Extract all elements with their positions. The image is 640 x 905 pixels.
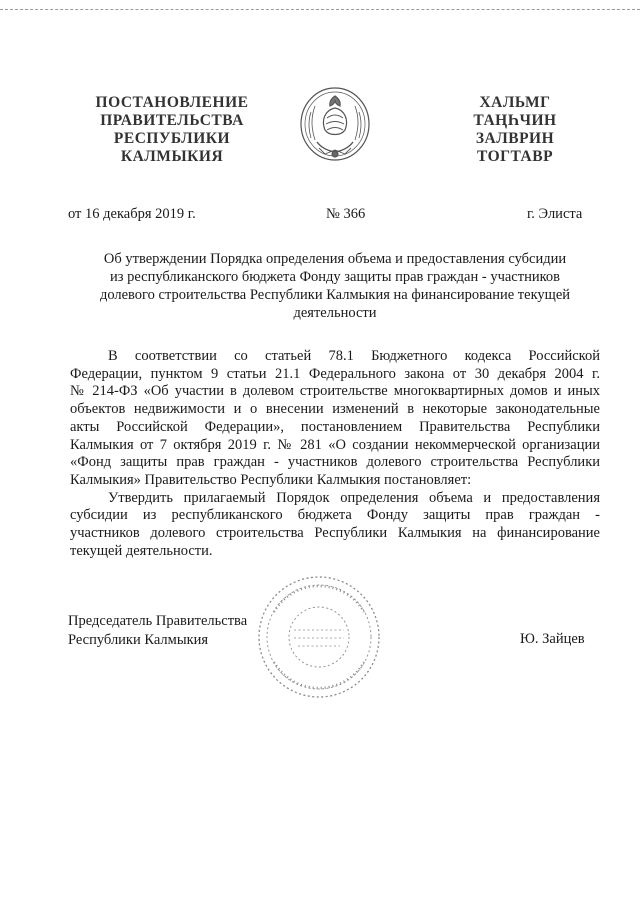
signatory-position [68,612,247,650]
header-right-line-2: ТАҢҺЧИН [473,112,557,129]
document-number: № 366 [326,206,366,222]
body-line-11: участников долевого строительства Республики Калмыкия на финансирование [70,525,600,542]
body-line-7: «Фонд защиты прав граждан - участников долевого строительства Республики [70,454,600,471]
body-line-12: текущей деятельности. [70,542,213,559]
header-right-line-3: ЗАЛВРИН [475,130,555,147]
official-stamp-icon [254,572,384,702]
document-date: от 16 декабря 2019 г. [68,206,196,222]
document-city: г. Элиста [527,206,583,222]
title-line-2: из республиканского бюджета Фонду защиты прав граждан - участников [110,269,560,285]
header-left-line-2: ПРАВИТЕЛЬСТВА [100,112,244,129]
document-body [70,348,600,560]
header-right-line-4: ТОГТАВР [476,148,554,165]
body-line-10: субсидии из республиканского бюджета Фонду защиты прав граждан - [70,507,600,524]
signatory-line-2: Республики Калмыкия [68,632,209,648]
body-line-6: Калмыкия от 7 октября 2019 г. № 281 «О создании некоммерческой организации [70,436,600,453]
header-right-line-1: ХАЛЬМГ [479,94,551,111]
signatory-line-1: Председатель Правительства [68,613,248,629]
header-russian-title [72,94,272,166]
scan-edge-line [0,9,640,10]
body-line-3: № 214-ФЗ «Об участии в долевом строительстве многоквартирных домов и иных [70,383,600,400]
title-line-3: долевого строительства Республики Калмыкия на финансирование текущей [99,287,571,303]
body-line-2: Федерации, пунктом 9 статьи 21.1 Федерального закона от 30 декабря 2004 г. [70,365,600,382]
title-line-4: деятельности [293,305,377,321]
header-kalmyk-title [430,94,600,166]
header-left-line-4: КАЛМЫКИЯ [120,148,224,165]
body-line-4: объектов недвижимости и о внесении изменений в некоторые законодательные [70,401,600,418]
body-line-9: Утвердить прилагаемый Порядок определения объема и предоставления [108,489,600,506]
signatory-name: Ю. Зайцев [520,631,585,647]
republic-emblem-icon [297,82,373,164]
body-line-5: акты Российской Федерации», постановлением Правительства Республики [70,418,600,435]
body-line-8: Калмыкия» Правительство Республики Калмыкия постановляет: [70,471,472,488]
header-left-line-1: ПОСТАНОВЛЕНИЕ [95,94,249,111]
title-line-1: Об утверждении Порядка определения объема и предоставления субсидии [103,251,567,267]
header-left-line-3: РЕСПУБЛИКИ [113,130,231,147]
body-line-1: В соответствии со статьей 78.1 Бюджетного кодекса Российской [108,348,600,364]
document-title [70,250,600,322]
